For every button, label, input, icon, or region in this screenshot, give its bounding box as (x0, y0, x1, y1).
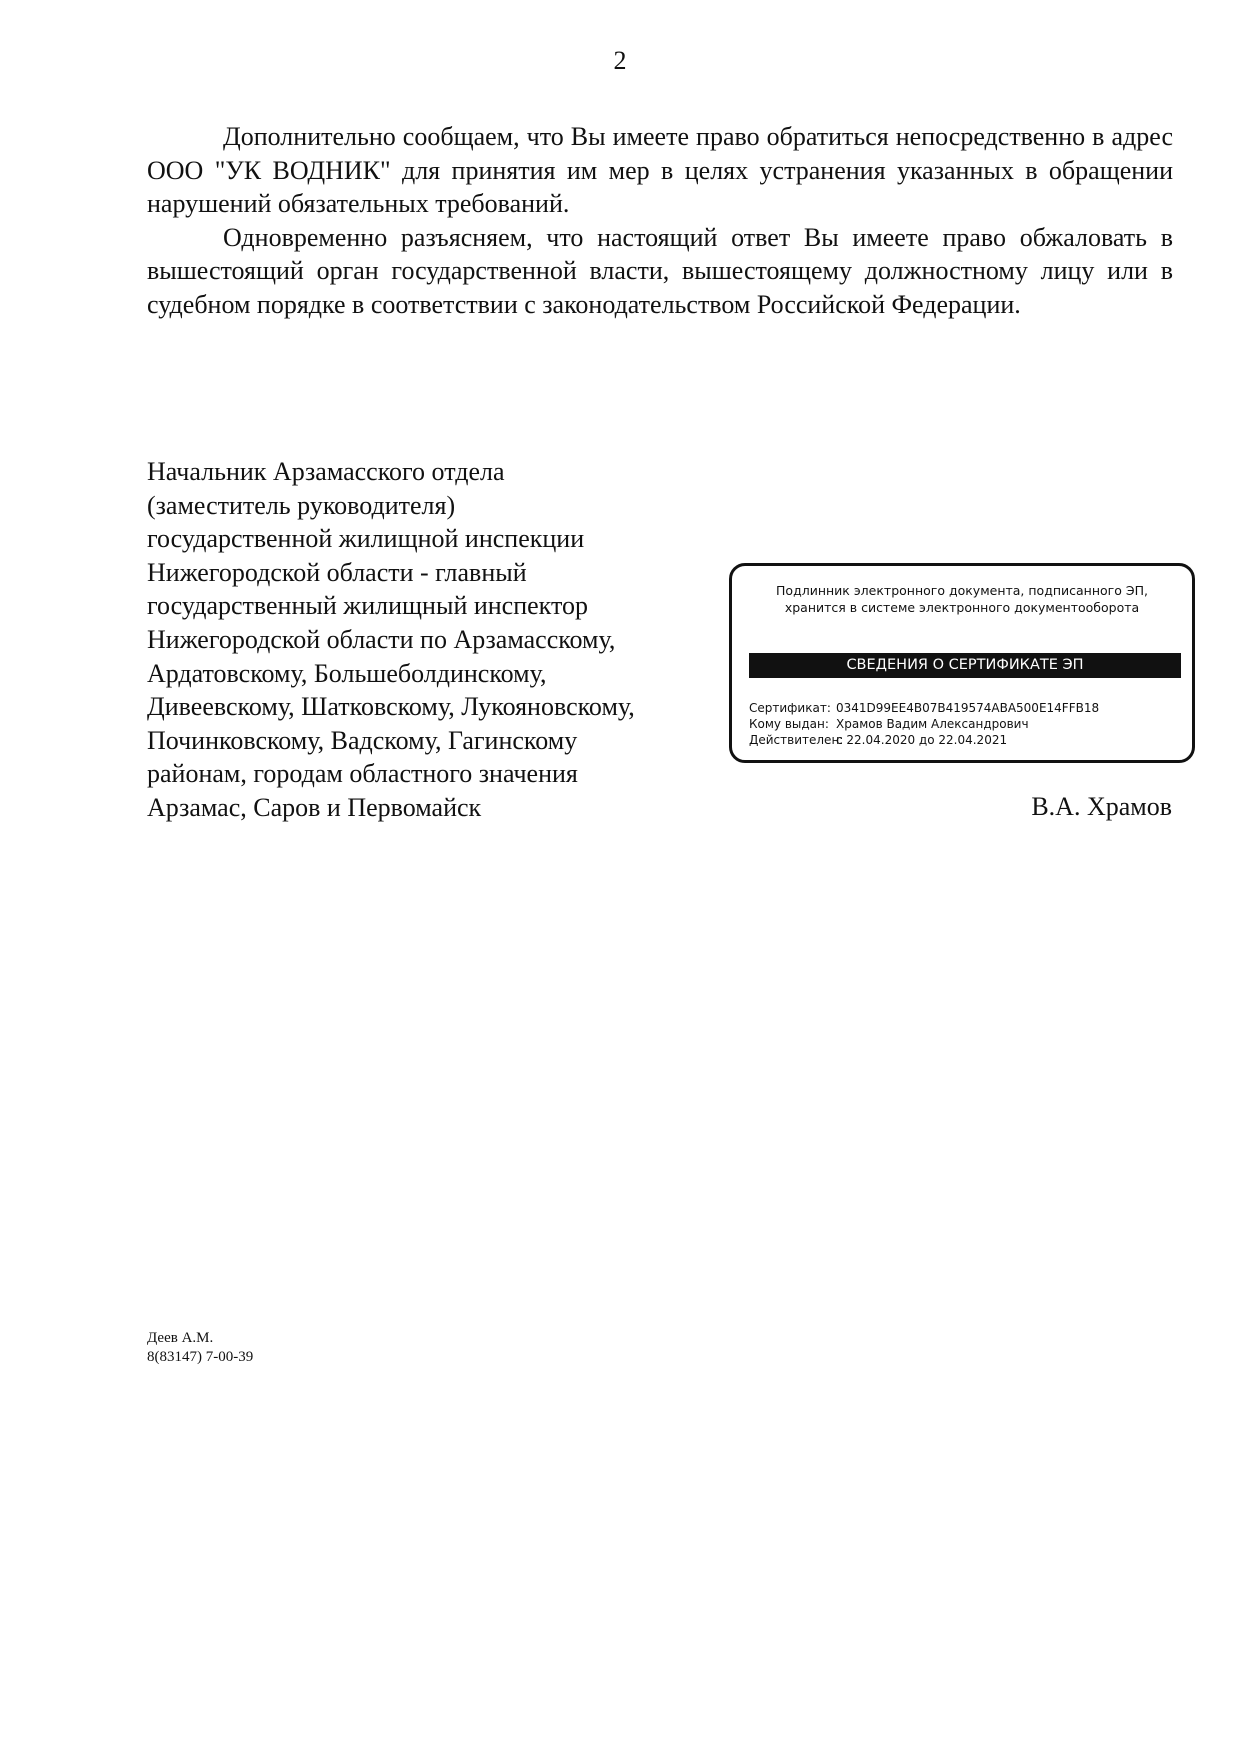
signer-name: В.А. Храмов (1031, 792, 1172, 821)
signer-title-line: Дивеевскому, Шатковскому, Лукояновскому, (147, 692, 635, 722)
signer-title-line: Нижегородской области - главный (147, 557, 527, 587)
issued-to-label: Кому выдан: (749, 717, 829, 731)
valid-label: Действителен: (749, 733, 844, 747)
signer-title-line: Нижегородской области по Арзамасскому, (147, 624, 616, 654)
issued-to-value: Храмов Вадим Александрович (836, 717, 1029, 731)
page-number: 2 (613, 46, 627, 75)
signer-title-line: районам, городам областного значения (147, 759, 578, 789)
issued-to-row (749, 716, 1189, 732)
signer-title (147, 455, 727, 825)
executor-name: Деев А.М. (147, 1330, 214, 1346)
stamp-note-line: Подлинник электронного документа, подписанного ЭП, (776, 583, 1148, 598)
valid-value: с 22.04.2020 до 22.04.2021 (836, 733, 1008, 747)
electronic-signature-stamp (729, 563, 1195, 763)
stamp-header: СВЕДЕНИЯ О СЕРТИФИКАТЕ ЭП (749, 653, 1181, 678)
signer-title-line: государственный жилищный инспектор (147, 591, 588, 621)
signer-title-line: Ардатовскому, Большеболдинскому, (147, 658, 547, 688)
valid-row (749, 732, 1189, 748)
signer-title-line: государственной жилищной инспекции (147, 524, 585, 554)
stamp-note (732, 582, 1192, 616)
signer-title-line: Починковскому, Вадскому, Гагинскому (147, 725, 578, 755)
stamp-note-line: хранится в системе электронного документооборота (784, 600, 1140, 615)
signer-title-line: Арзамас, Саров и Первомайск (147, 792, 482, 822)
stamp-fields (749, 700, 1189, 748)
letter-body (147, 120, 1173, 321)
certificate-row (749, 700, 1189, 716)
certificate-label: Сертификат: (749, 701, 831, 715)
executor-info (147, 1329, 253, 1367)
certificate-value: 0341D99EE4B07B419574ABA500E14FFB18 (836, 701, 1100, 715)
paragraph-additional-info: Дополнительно сообщаем, что Вы имеете право обратиться непосредственно в адрес ООО "УК ВОДНИК" для принятия им мер в целях устранения указанных в обращении нарушений обязательных требований. (147, 122, 1173, 218)
signer-title-line: Начальник Арзамасского отдела (147, 457, 505, 486)
executor-phone: 8(83147) 7-00-39 (147, 1349, 254, 1365)
paragraph-appeal-rights: Одновременно разъясняем, что настоящий ответ Вы имеете право обжаловать в вышестоящий орган государственной власти, вышестоящему должностному лицу или в судебном порядке в соответствии с законодательством Российской Федерации. (147, 222, 1173, 319)
signer-title-line: (заместитель руководителя) (147, 490, 456, 520)
